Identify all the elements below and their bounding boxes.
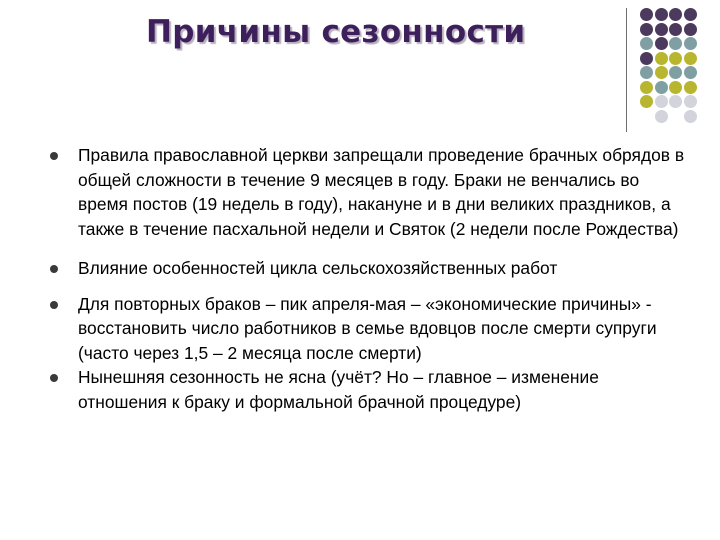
decorative-dot xyxy=(655,23,668,36)
decorative-dot-empty xyxy=(640,110,653,123)
decorative-dot xyxy=(655,8,668,21)
decorative-dot xyxy=(655,95,668,108)
decorative-divider-line xyxy=(626,8,627,132)
decorative-dot xyxy=(669,52,682,65)
bullet-text: Нынешняя сезонность не ясна (учёт? Но – главное – изменение отношения к браку и формальной брачной процедуре) xyxy=(78,367,599,412)
decorative-dot-empty xyxy=(669,110,682,123)
bullet-dot-icon xyxy=(50,374,58,382)
bullet-item xyxy=(50,292,690,366)
bullet-item xyxy=(50,365,690,414)
decorative-dot xyxy=(684,52,697,65)
decorative-dot xyxy=(684,66,697,79)
decorative-dot xyxy=(655,81,668,94)
bullet-text: Влияние особенностей цикла сельскохозяйственных работ xyxy=(78,258,558,278)
decorative-dot xyxy=(684,81,697,94)
slide-title: Причины сезонности xyxy=(146,14,526,50)
bullet-text: Для повторных браков – пик апреля-мая – «экономические причины» - восстановить число работников в семье вдовцов после смерти супруги (часто через 1,5 – 2 месяца после смерти) xyxy=(78,293,657,363)
decorative-dot xyxy=(640,66,653,79)
bullet-text: Правила православной церкви запрещали проведение брачных обрядов в общей сложности в течение 9 месяцев в году. Браки не венчались во время постов (19 недель в году), накануне и в дни великих праздников, а также в течение пасхальной недели и Святок (2 недели после Рождества) xyxy=(78,145,685,239)
decorative-dot xyxy=(684,95,697,108)
decorative-dot xyxy=(655,37,668,50)
decorative-dot xyxy=(669,95,682,108)
decorative-dot xyxy=(640,37,653,50)
bullet-dot-icon xyxy=(50,152,58,160)
decorative-dot xyxy=(669,8,682,21)
decorative-dot xyxy=(640,23,653,36)
decorative-dot xyxy=(669,37,682,50)
bullet-item xyxy=(50,143,690,241)
decorative-dot xyxy=(684,37,697,50)
decorative-dot xyxy=(684,23,697,36)
decorative-dot xyxy=(684,8,697,21)
decorative-dot xyxy=(640,8,653,21)
bullet-dot-icon xyxy=(50,265,58,273)
decorative-dot xyxy=(640,52,653,65)
decorative-dot-grid xyxy=(640,8,697,123)
decorative-dot xyxy=(640,95,653,108)
bullet-list xyxy=(50,143,690,414)
decorative-dot xyxy=(655,66,668,79)
decorative-dot xyxy=(669,81,682,94)
decorative-dot xyxy=(684,110,697,123)
decorative-dot xyxy=(669,23,682,36)
decorative-dot xyxy=(655,110,668,123)
decorative-dot xyxy=(640,81,653,94)
decorative-dot xyxy=(655,52,668,65)
decorative-dot xyxy=(669,66,682,79)
bullet-item xyxy=(50,256,690,281)
bullet-dot-icon xyxy=(50,301,58,309)
